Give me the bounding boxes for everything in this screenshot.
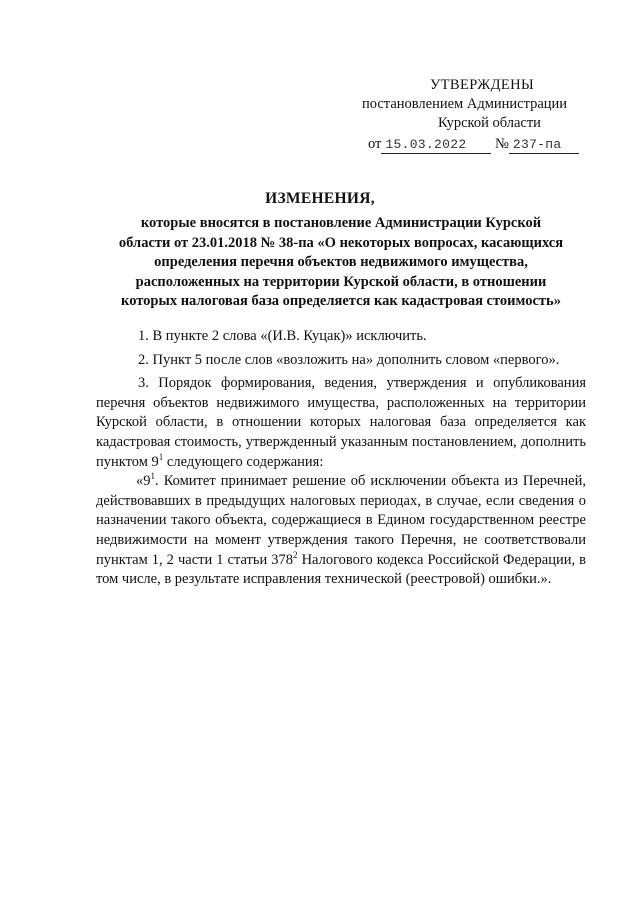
document-body — [96, 327, 586, 590]
quote-text: . Комитет принимает решение об исключении объекта из Перечней, действовавших в предыдущих налоговых периодах, в случае, если сведения о назначении такого объекта, содержащиеся в Едином государственном реестре недвижимости на момент утверждения такого Перечня, не соответствовали пунктам 1, 2 части 1 статьи 378 — [96, 473, 586, 568]
list-item-2: 2. Пункт 5 после слов «возложить на» дополнить словом «первого». — [138, 351, 560, 368]
article-superscript: 2 — [293, 549, 298, 560]
item3-text: 3. Порядок формирования, ведения, утверждения и опубликования перечня объектов недвижимого имущества, расположенных на территории Курской области, в отношении которых налоговая база определяется как кадастровая стоимость, утвержденный указанным постановлением, дополнить пунктом 9 — [96, 375, 586, 470]
document-title: ИЗМЕНЕНИЯ, — [265, 190, 375, 207]
approval-region: Курской области — [438, 115, 541, 131]
date-prefix: от — [368, 136, 382, 152]
quote-superscript: 1 — [150, 471, 155, 482]
document-subtitle — [96, 214, 586, 312]
subtitle-line: которых налоговая база определяется как кадастровая стоимость» — [121, 293, 561, 309]
approval-block — [360, 76, 600, 154]
approval-issuer: постановлением Администрации — [362, 96, 568, 112]
date-value: 15.03.2022 — [381, 137, 491, 154]
subtitle-line: которые вносятся в постановление Администрации Курской — [140, 215, 542, 231]
approval-date-number — [360, 135, 600, 154]
subtitle-line: области от 23.01.2018 № 38-па «О некоторых вопросах, касающихся — [118, 234, 564, 251]
item3-text-end: следующего содержания: — [163, 453, 324, 470]
number-value: 237-па — [509, 137, 579, 154]
quote-start: «9 — [136, 473, 151, 490]
list-item-1: 1. В пункте 2 слова «(И.В. Куцак)» исключить. — [138, 328, 427, 344]
list-item-3 — [96, 374, 586, 472]
subtitle-line: расположенных на территории Курской области, в отношении — [135, 273, 547, 290]
quote-text-end: Налогового кодекса Российской Федерации, в том числе, в результате исправления технической (реестровой) ошибки.». — [96, 551, 586, 588]
subtitle-line: определения перечня объектов недвижимого имущества, — [154, 254, 528, 270]
number-prefix: № — [495, 136, 509, 152]
item3-superscript: 1 — [158, 451, 164, 462]
quoted-clause — [96, 472, 586, 590]
approval-heading: УТВЕРЖДЕНЫ — [430, 77, 535, 93]
